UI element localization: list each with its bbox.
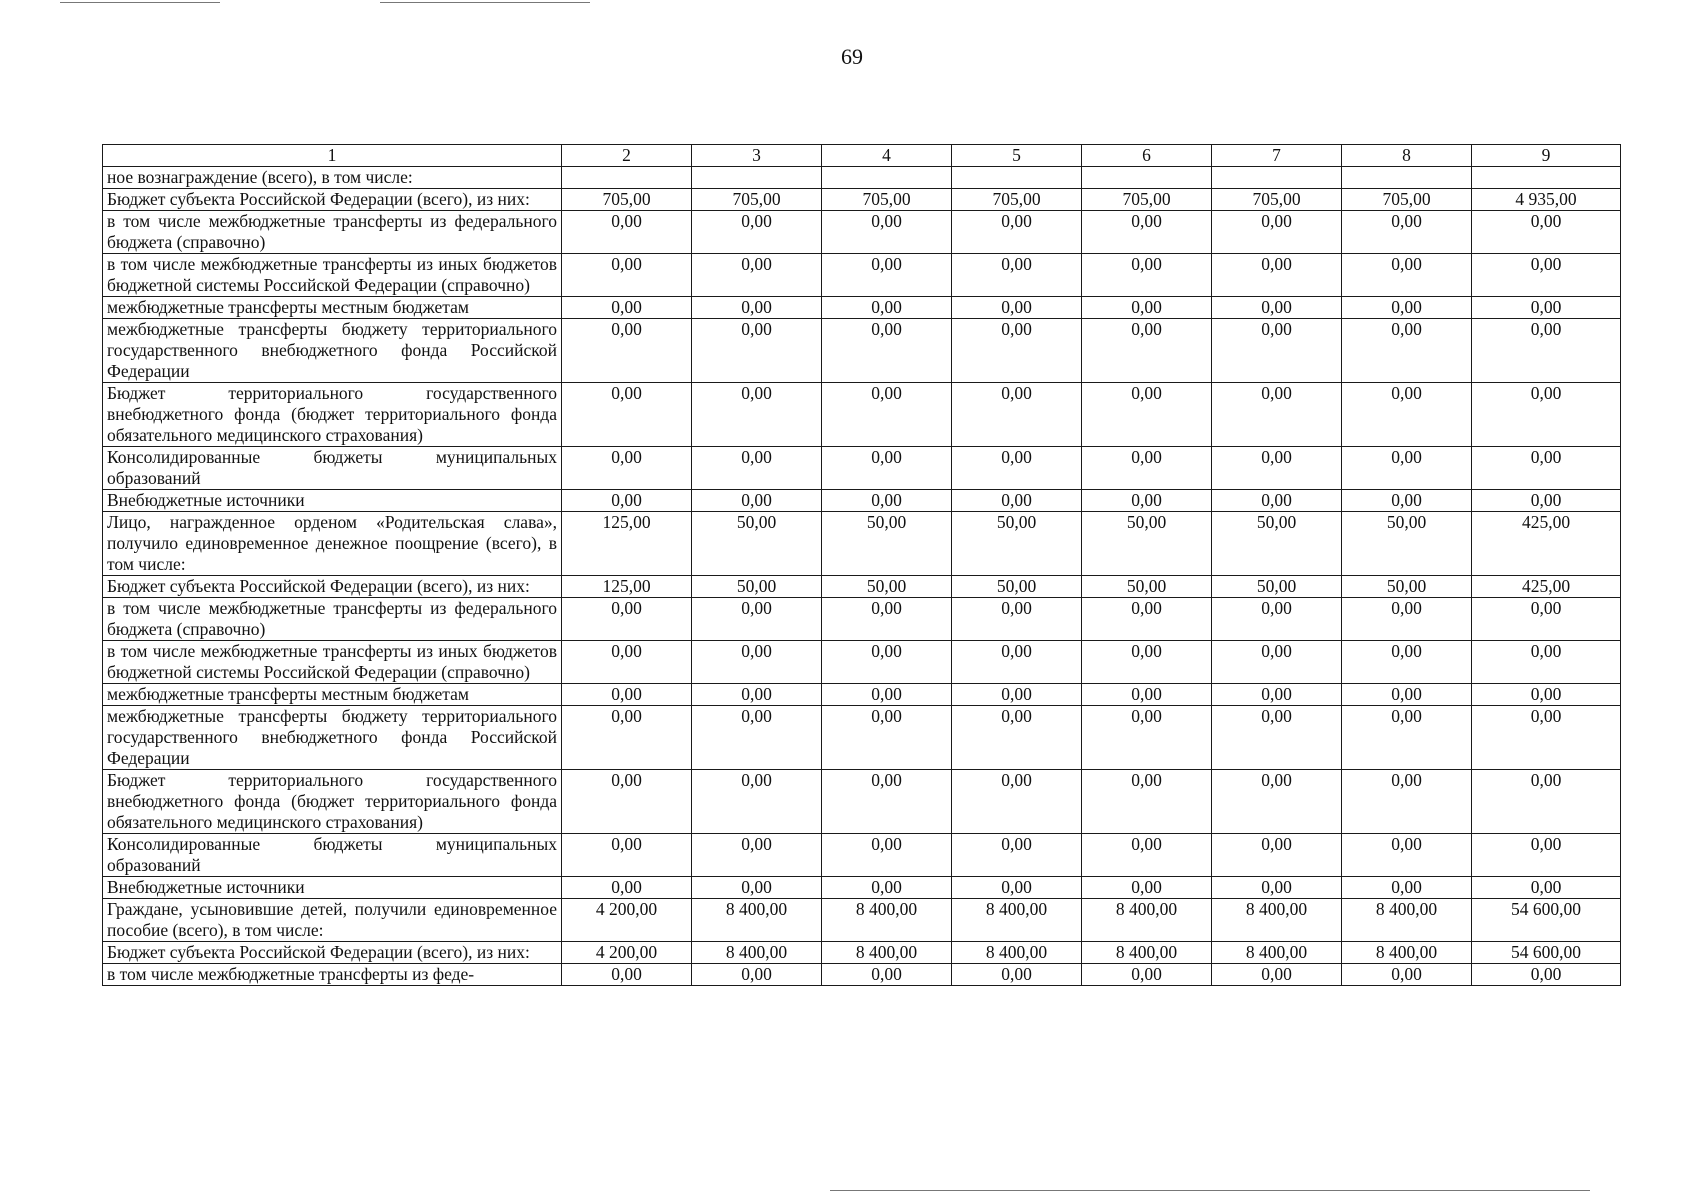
row-value: 8 400,00 xyxy=(952,942,1082,964)
row-value: 0,00 xyxy=(952,641,1082,684)
table-row xyxy=(103,319,1621,383)
row-value: 0,00 xyxy=(1472,770,1621,834)
row-value: 0,00 xyxy=(1472,490,1621,512)
row-value: 0,00 xyxy=(952,834,1082,877)
row-value xyxy=(1472,167,1621,189)
row-value: 0,00 xyxy=(952,383,1082,447)
row-value: 8 400,00 xyxy=(1082,899,1212,942)
row-label: Консолидированные бюджеты муниципальных образований xyxy=(103,447,562,490)
row-value: 0,00 xyxy=(952,684,1082,706)
row-value: 0,00 xyxy=(1082,684,1212,706)
row-value: 0,00 xyxy=(1212,598,1342,641)
row-value: 0,00 xyxy=(952,706,1082,770)
row-value: 0,00 xyxy=(562,211,692,254)
row-label: Консолидированные бюджеты муниципальных образований xyxy=(103,834,562,877)
row-value: 0,00 xyxy=(562,598,692,641)
row-value: 0,00 xyxy=(1472,834,1621,877)
row-value: 0,00 xyxy=(1342,319,1472,383)
row-value xyxy=(952,167,1082,189)
row-value: 0,00 xyxy=(1342,297,1472,319)
row-value: 0,00 xyxy=(562,319,692,383)
row-value: 0,00 xyxy=(562,770,692,834)
row-value: 0,00 xyxy=(1342,770,1472,834)
table-row xyxy=(103,877,1621,899)
row-value xyxy=(822,167,952,189)
table-row xyxy=(103,167,1621,189)
row-value: 0,00 xyxy=(952,447,1082,490)
column-header: 4 xyxy=(822,145,952,167)
row-value: 4 200,00 xyxy=(562,899,692,942)
row-value: 0,00 xyxy=(562,964,692,986)
row-value: 8 400,00 xyxy=(1082,942,1212,964)
row-value: 0,00 xyxy=(692,598,822,641)
column-header: 7 xyxy=(1212,145,1342,167)
row-value: 0,00 xyxy=(692,877,822,899)
row-value: 0,00 xyxy=(1472,297,1621,319)
row-value: 0,00 xyxy=(1472,383,1621,447)
row-value: 705,00 xyxy=(1082,189,1212,211)
row-value: 0,00 xyxy=(1082,254,1212,297)
table-row xyxy=(103,490,1621,512)
row-label: в том числе межбюджетные трансферты из феде- xyxy=(103,964,562,986)
row-label: Граждане, усыновившие детей, получили единовременное пособие (всего), в том числе: xyxy=(103,899,562,942)
row-value: 50,00 xyxy=(1082,512,1212,576)
row-value: 0,00 xyxy=(692,297,822,319)
row-value: 0,00 xyxy=(1212,447,1342,490)
row-value: 0,00 xyxy=(1082,490,1212,512)
row-value: 50,00 xyxy=(692,512,822,576)
row-value: 0,00 xyxy=(822,684,952,706)
row-value: 0,00 xyxy=(1472,641,1621,684)
row-value: 0,00 xyxy=(1082,598,1212,641)
row-value: 0,00 xyxy=(692,964,822,986)
column-number-header-row xyxy=(103,145,1621,167)
row-value: 50,00 xyxy=(952,512,1082,576)
row-value: 50,00 xyxy=(1082,576,1212,598)
row-value: 705,00 xyxy=(1342,189,1472,211)
row-value: 0,00 xyxy=(1212,383,1342,447)
row-label: в том числе межбюджетные трансферты из федерального бюджета (справочно) xyxy=(103,598,562,641)
row-value: 0,00 xyxy=(822,319,952,383)
row-label: в том числе межбюджетные трансферты из федерального бюджета (справочно) xyxy=(103,211,562,254)
row-value: 0,00 xyxy=(1472,877,1621,899)
row-value: 0,00 xyxy=(1212,770,1342,834)
row-value: 0,00 xyxy=(692,447,822,490)
row-value: 125,00 xyxy=(562,512,692,576)
row-value: 0,00 xyxy=(952,598,1082,641)
table-row xyxy=(103,254,1621,297)
table-row xyxy=(103,189,1621,211)
table-row xyxy=(103,211,1621,254)
row-value: 50,00 xyxy=(1342,512,1472,576)
row-value: 0,00 xyxy=(562,254,692,297)
row-value: 0,00 xyxy=(1342,211,1472,254)
row-value: 0,00 xyxy=(1472,706,1621,770)
row-value: 0,00 xyxy=(562,684,692,706)
row-value: 0,00 xyxy=(1212,319,1342,383)
row-value: 0,00 xyxy=(1472,598,1621,641)
row-value: 0,00 xyxy=(1342,447,1472,490)
row-value: 8 400,00 xyxy=(692,899,822,942)
row-value: 0,00 xyxy=(1342,490,1472,512)
table-row xyxy=(103,641,1621,684)
row-value: 0,00 xyxy=(952,297,1082,319)
row-value: 425,00 xyxy=(1472,512,1621,576)
row-value: 0,00 xyxy=(952,770,1082,834)
row-value: 0,00 xyxy=(822,297,952,319)
row-value: 0,00 xyxy=(562,641,692,684)
row-value: 0,00 xyxy=(1212,964,1342,986)
row-value: 0,00 xyxy=(1342,706,1472,770)
table-row xyxy=(103,899,1621,942)
row-value: 0,00 xyxy=(562,297,692,319)
row-value: 0,00 xyxy=(1082,297,1212,319)
row-value: 8 400,00 xyxy=(822,942,952,964)
row-value: 0,00 xyxy=(562,447,692,490)
scan-edge-top-right xyxy=(380,2,590,3)
row-label: Бюджет территориального государственного внебюджетного фонда (бюджет территориального фонда обязательного медицинского страхования) xyxy=(103,770,562,834)
row-value: 0,00 xyxy=(1212,877,1342,899)
row-value: 125,00 xyxy=(562,576,692,598)
row-value: 0,00 xyxy=(1472,254,1621,297)
row-value: 705,00 xyxy=(1212,189,1342,211)
row-label: ное вознаграждение (всего), в том числе: xyxy=(103,167,562,189)
row-value: 0,00 xyxy=(692,490,822,512)
row-value xyxy=(1342,167,1472,189)
table-body xyxy=(103,167,1621,986)
column-header: 3 xyxy=(692,145,822,167)
row-value xyxy=(1082,167,1212,189)
row-value: 0,00 xyxy=(1472,447,1621,490)
row-value: 425,00 xyxy=(1472,576,1621,598)
row-value: 705,00 xyxy=(562,189,692,211)
row-value: 0,00 xyxy=(822,770,952,834)
row-value: 50,00 xyxy=(692,576,822,598)
row-value: 0,00 xyxy=(1082,877,1212,899)
row-value: 50,00 xyxy=(1212,512,1342,576)
row-value: 8 400,00 xyxy=(692,942,822,964)
column-header: 1 xyxy=(103,145,562,167)
row-value: 0,00 xyxy=(1212,834,1342,877)
row-label: Внебюджетные источники xyxy=(103,877,562,899)
budget-table-container xyxy=(102,144,1620,986)
row-value: 0,00 xyxy=(952,211,1082,254)
row-value: 0,00 xyxy=(692,211,822,254)
row-value: 54 600,00 xyxy=(1472,899,1621,942)
row-value: 0,00 xyxy=(822,447,952,490)
row-value: 54 600,00 xyxy=(1472,942,1621,964)
row-value: 705,00 xyxy=(692,189,822,211)
row-value: 50,00 xyxy=(822,576,952,598)
row-value: 0,00 xyxy=(822,490,952,512)
row-value xyxy=(1212,167,1342,189)
row-value: 50,00 xyxy=(952,576,1082,598)
row-value: 0,00 xyxy=(1342,834,1472,877)
row-value: 4 935,00 xyxy=(1472,189,1621,211)
row-label: Бюджет субъекта Российской Федерации (всего), из них: xyxy=(103,189,562,211)
row-value xyxy=(562,167,692,189)
scan-edge-top-left xyxy=(60,2,220,3)
row-value: 0,00 xyxy=(1342,964,1472,986)
row-label: Лицо, награжденное орденом «Родительская слава», получило единовременное денежное поощрение (всего), в том числе: xyxy=(103,512,562,576)
table-row xyxy=(103,942,1621,964)
row-value: 0,00 xyxy=(1082,319,1212,383)
row-value: 8 400,00 xyxy=(822,899,952,942)
table-row xyxy=(103,383,1621,447)
row-value: 0,00 xyxy=(1472,211,1621,254)
row-value: 0,00 xyxy=(952,319,1082,383)
row-value: 0,00 xyxy=(692,383,822,447)
row-value: 0,00 xyxy=(822,383,952,447)
row-value: 0,00 xyxy=(1342,877,1472,899)
row-value: 0,00 xyxy=(692,641,822,684)
table-row xyxy=(103,834,1621,877)
row-label: Внебюджетные источники xyxy=(103,490,562,512)
table-row xyxy=(103,770,1621,834)
row-value: 8 400,00 xyxy=(1342,942,1472,964)
table-row xyxy=(103,706,1621,770)
row-value: 0,00 xyxy=(1472,319,1621,383)
row-value xyxy=(692,167,822,189)
row-value: 0,00 xyxy=(1212,641,1342,684)
row-value: 0,00 xyxy=(692,684,822,706)
row-value: 0,00 xyxy=(822,598,952,641)
row-value: 0,00 xyxy=(1342,598,1472,641)
row-label: Бюджет территориального государственного внебюджетного фонда (бюджет территориального фонда обязательного медицинского страхования) xyxy=(103,383,562,447)
row-value: 0,00 xyxy=(822,211,952,254)
row-value: 50,00 xyxy=(1342,576,1472,598)
row-value: 0,00 xyxy=(692,319,822,383)
table-row xyxy=(103,297,1621,319)
row-value: 0,00 xyxy=(1472,964,1621,986)
row-value: 50,00 xyxy=(1212,576,1342,598)
row-value: 0,00 xyxy=(1082,211,1212,254)
row-value: 0,00 xyxy=(1472,684,1621,706)
row-value: 0,00 xyxy=(692,706,822,770)
row-value: 0,00 xyxy=(952,964,1082,986)
row-value: 0,00 xyxy=(1212,490,1342,512)
row-value: 0,00 xyxy=(822,706,952,770)
row-value: 0,00 xyxy=(1212,211,1342,254)
row-value: 0,00 xyxy=(1342,641,1472,684)
page-number: 69 xyxy=(841,44,863,69)
column-header: 5 xyxy=(952,145,1082,167)
column-header: 8 xyxy=(1342,145,1472,167)
row-value: 0,00 xyxy=(952,877,1082,899)
row-label: Бюджет субъекта Российской Федерации (всего), из них: xyxy=(103,576,562,598)
row-value: 0,00 xyxy=(562,490,692,512)
row-value: 4 200,00 xyxy=(562,942,692,964)
budget-table xyxy=(102,144,1621,986)
row-value: 0,00 xyxy=(1082,834,1212,877)
row-value: 0,00 xyxy=(1082,383,1212,447)
row-value: 0,00 xyxy=(1342,684,1472,706)
table-row xyxy=(103,598,1621,641)
column-header: 9 xyxy=(1472,145,1621,167)
row-label: межбюджетные трансферты бюджету территориального государственного внебюджетного фонда Российской Федерации xyxy=(103,706,562,770)
row-value: 0,00 xyxy=(562,834,692,877)
row-value: 0,00 xyxy=(1212,706,1342,770)
row-value: 0,00 xyxy=(822,964,952,986)
table-row xyxy=(103,576,1621,598)
row-value: 8 400,00 xyxy=(952,899,1082,942)
row-label: в том числе межбюджетные трансферты из иных бюджетов бюджетной системы Российской Федерации (справочно) xyxy=(103,254,562,297)
row-value: 0,00 xyxy=(822,877,952,899)
row-value: 705,00 xyxy=(952,189,1082,211)
row-value: 8 400,00 xyxy=(1342,899,1472,942)
row-value: 0,00 xyxy=(1082,447,1212,490)
row-value: 0,00 xyxy=(822,834,952,877)
row-value: 0,00 xyxy=(1082,770,1212,834)
column-header: 2 xyxy=(562,145,692,167)
row-value: 50,00 xyxy=(822,512,952,576)
row-value: 0,00 xyxy=(1082,964,1212,986)
table-row xyxy=(103,684,1621,706)
row-value: 0,00 xyxy=(1212,684,1342,706)
row-value: 0,00 xyxy=(692,834,822,877)
row-label: в том числе межбюджетные трансферты из иных бюджетов бюджетной системы Российской Федерации (справочно) xyxy=(103,641,562,684)
row-value: 0,00 xyxy=(1212,297,1342,319)
row-value: 0,00 xyxy=(952,490,1082,512)
row-value: 0,00 xyxy=(1342,254,1472,297)
row-value: 0,00 xyxy=(1212,254,1342,297)
row-value: 0,00 xyxy=(822,641,952,684)
table-row xyxy=(103,447,1621,490)
row-value: 0,00 xyxy=(692,770,822,834)
row-label: Бюджет субъекта Российской Федерации (всего), из них: xyxy=(103,942,562,964)
row-value: 0,00 xyxy=(1342,383,1472,447)
row-value: 0,00 xyxy=(822,254,952,297)
scan-edge-bottom xyxy=(830,1190,1590,1191)
table-row xyxy=(103,964,1621,986)
row-value: 0,00 xyxy=(1082,706,1212,770)
row-value: 0,00 xyxy=(1082,641,1212,684)
row-value: 705,00 xyxy=(822,189,952,211)
table-row xyxy=(103,512,1621,576)
column-header: 6 xyxy=(1082,145,1212,167)
row-label: межбюджетные трансферты местным бюджетам xyxy=(103,684,562,706)
row-label: межбюджетные трансферты местным бюджетам xyxy=(103,297,562,319)
row-value: 0,00 xyxy=(952,254,1082,297)
row-value: 0,00 xyxy=(562,706,692,770)
row-label: межбюджетные трансферты бюджету территориального государственного внебюджетного фонда Российской Федерации xyxy=(103,319,562,383)
row-value: 8 400,00 xyxy=(1212,899,1342,942)
row-value: 0,00 xyxy=(692,254,822,297)
row-value: 0,00 xyxy=(562,877,692,899)
row-value: 0,00 xyxy=(562,383,692,447)
row-value: 8 400,00 xyxy=(1212,942,1342,964)
